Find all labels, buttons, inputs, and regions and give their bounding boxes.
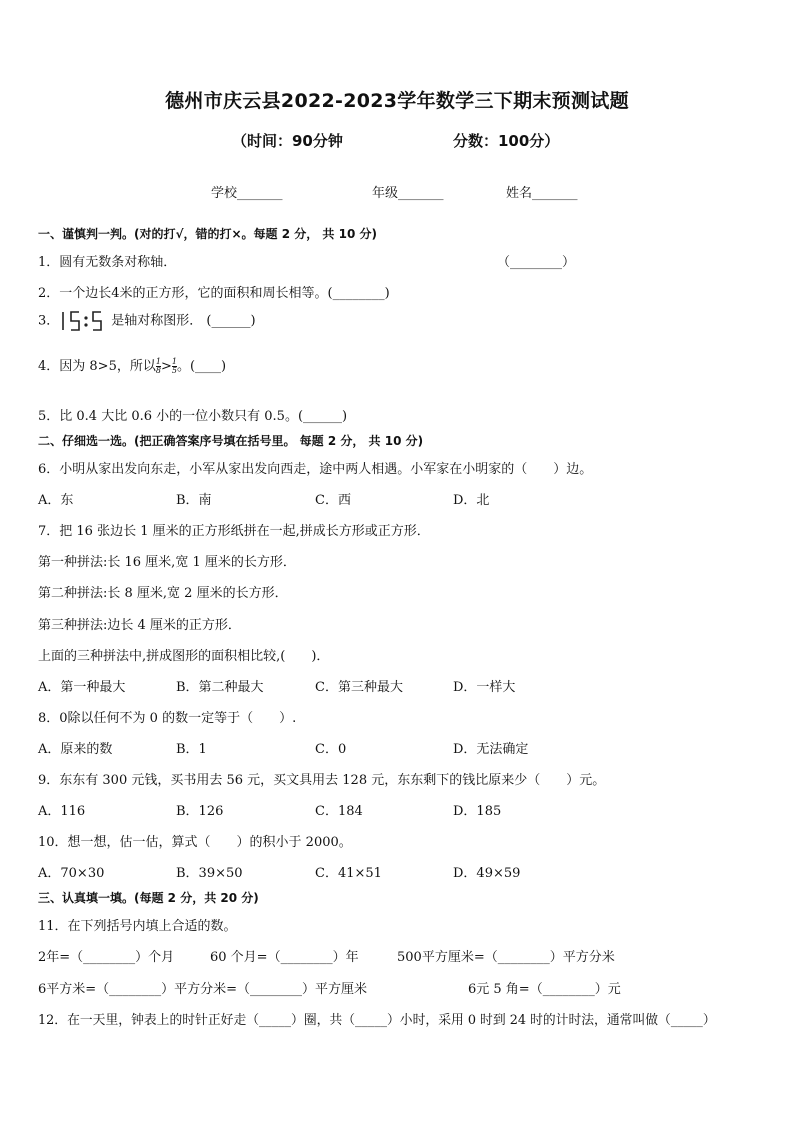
question-12: 12．在一天里，钟表上的时针正好走（_____）圈，共（_____）小时，采用 0 时到 24 时的计时法，通常叫做（_____） xyxy=(38,1013,716,1028)
q8-option-c: C．0 xyxy=(315,742,347,757)
section3-heading: 三、认真填一填。(每题 2 分，共 20 分) xyxy=(38,891,259,905)
q11-item-area: 500平方厘米=（________）平方分米 xyxy=(397,950,615,965)
question-7-method2: 第二种拼法:长 8 厘米,宽 2 厘米的长方形． xyxy=(38,586,288,601)
q11-item-years: 2年=（________）个月 xyxy=(38,950,175,965)
question-11: 11．在下列括号内填上合适的数。 xyxy=(38,919,237,934)
q6-option-c: C．西 xyxy=(315,493,351,508)
question-9: 9．东东有 300 元钱，买书用去 56 元，买文具用去 128 元，东东剩下的钱比原来少（ ）元。 xyxy=(38,773,606,788)
q10-option-a: A．70×30 xyxy=(38,866,105,881)
question-10: 10．想一想，估一估，算式（ ）的积小于 2000。 xyxy=(38,835,352,850)
q9-option-a: A．116 xyxy=(38,804,86,819)
fraction-numerator: 1 xyxy=(155,357,161,366)
q10-option-b: B．39×50 xyxy=(176,866,243,881)
q9-option-b: B．126 xyxy=(176,804,224,819)
exam-score: 分数：100分） xyxy=(453,132,560,150)
q7-option-d: D．一样大 xyxy=(453,680,516,695)
fraction-denominator: 8 xyxy=(155,366,161,375)
school-field: 学校_______ xyxy=(211,186,283,201)
greater-than-sign: > xyxy=(160,359,172,374)
exam-time: （时间：90分钟 xyxy=(232,132,343,150)
question-7-method3: 第三种拼法:边长 4 厘米的正方形． xyxy=(38,618,241,633)
question-7: 7．把 16 张边长 1 厘米的正方形纸拼在一起,拼成长方形或正方形． xyxy=(38,524,430,539)
q6-option-b: B．南 xyxy=(176,493,212,508)
q11-item-square-meters: 6平方米=（________）平方分米=（________）平方厘米 xyxy=(38,982,368,997)
q8-option-b: B．1 xyxy=(176,742,207,757)
section1-heading: 一、谨慎判一判。(对的打√，错的打×。每题 2 分， 共 10 分) xyxy=(38,227,377,241)
question-8: 8．0除以任何不为 0 的数一定等于（ ）. xyxy=(38,711,297,726)
question-4-suffix: 。(____) xyxy=(176,359,227,374)
question-4 xyxy=(38,356,226,378)
q8-option-a: A．原来的数 xyxy=(38,742,113,757)
fraction-denominator: 5 xyxy=(171,366,177,375)
question-2-text: 2．一个边长4米的正方形，它的面积和周长相等。(________) xyxy=(38,286,390,301)
question-6: 6．小明从家出发向东走，小军从家出发向西走，途中两人相遇。小军家在小明家的（ ）边。 xyxy=(38,462,593,477)
question-1-blank: （________） xyxy=(497,255,576,270)
q7-option-a: A．第一种最大 xyxy=(38,680,126,695)
q7-option-b: B．第二种最大 xyxy=(176,680,264,695)
question-3-number: 3． xyxy=(38,313,60,329)
digital-digits-figure xyxy=(59,310,111,332)
name-field: 姓名_______ xyxy=(506,186,578,201)
q7-option-c: C．第三种最大 xyxy=(315,680,403,695)
q9-option-c: C．184 xyxy=(315,804,363,819)
q6-option-a: A．东 xyxy=(38,493,74,508)
q11-item-months: 60 个月=（________）年 xyxy=(210,950,359,965)
question-7-method1: 第一种拼法:长 16 厘米,宽 1 厘米的长方形． xyxy=(38,555,296,570)
q11-item-yuan: 6元 5 角=（________）元 xyxy=(468,982,621,997)
question-7-prompt: 上面的三种拼法中,拼成图形的面积相比较,( )． xyxy=(38,649,330,664)
q6-option-d: D．北 xyxy=(453,493,490,508)
question-3 xyxy=(38,310,256,333)
page-title: 德州市庆云县2022-2023学年数学三下期末预测试题 xyxy=(165,90,629,112)
question-3-text: 是轴对称图形． (______) xyxy=(111,313,256,329)
grade-field: 年级_______ xyxy=(372,186,444,201)
fraction-numerator: 1 xyxy=(171,357,177,366)
q9-option-d: D．185 xyxy=(453,804,502,819)
question-5: 5．比 0.4 大比 0.6 小的一位小数只有 0.5。(______) xyxy=(38,409,348,424)
q10-option-d: D．49×59 xyxy=(453,866,521,881)
section2-heading: 二、仔细选一选。(把正确答案序号填在括号里。 每题 2 分， 共 10 分) xyxy=(38,434,424,448)
question-1: 1．圆有无数条对称轴． xyxy=(38,255,177,270)
q10-option-c: C．41×51 xyxy=(315,866,382,881)
question-4-prefix: 4．因为 8>5，所以 xyxy=(38,359,156,374)
q8-option-d: D．无法确定 xyxy=(453,742,529,757)
